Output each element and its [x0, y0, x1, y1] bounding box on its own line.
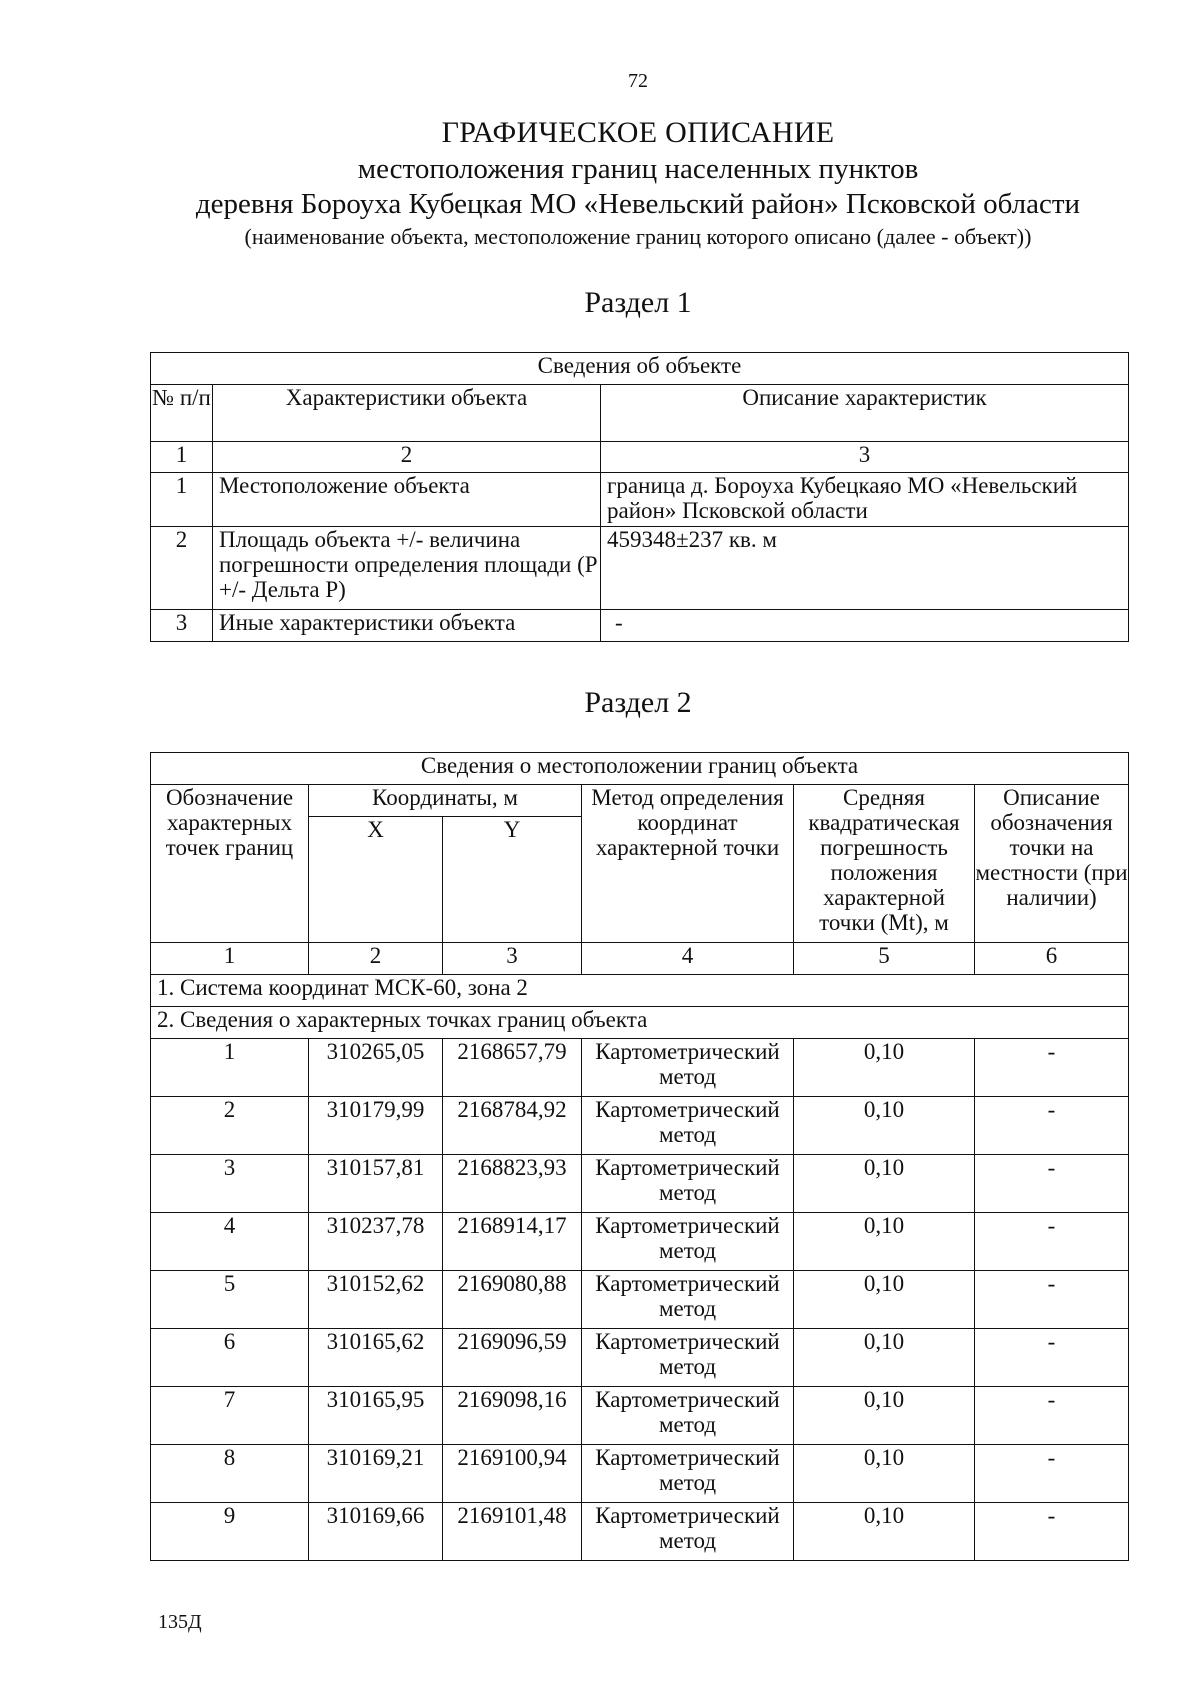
point-description: -: [975, 1039, 1129, 1097]
point-id: 9: [151, 1503, 309, 1561]
table-numbering-row: [151, 442, 1129, 473]
point-id: 8: [151, 1445, 309, 1503]
point-y: 2169100,94: [443, 1445, 582, 1503]
point-id: 2: [151, 1097, 309, 1155]
column-number: 2: [309, 943, 443, 975]
point-method: Картометрический метод: [582, 1445, 794, 1503]
page-number: 72: [628, 70, 648, 92]
point-y: 2168823,93: [443, 1155, 582, 1213]
point-description: -: [975, 1271, 1129, 1329]
point-id: 6: [151, 1329, 309, 1387]
point-description: -: [975, 1329, 1129, 1387]
object-name: деревня Бороуха Кубецкая МО «Невельский район» Псковской области: [195, 188, 1081, 220]
column-number: 3: [601, 442, 1129, 473]
table-header-row: [151, 785, 1129, 817]
point-y: 2169080,88: [443, 1271, 582, 1329]
point-id: 5: [151, 1271, 309, 1329]
header-y: Y: [443, 817, 582, 943]
table-row: [151, 1213, 1129, 1271]
header-characteristic: Характеристики объекта: [213, 385, 601, 442]
row-description: 459348±237 кв. м: [601, 527, 1129, 610]
table-row: [151, 610, 1129, 642]
header-coords: Координаты, м: [309, 785, 582, 817]
point-method: Картометрический метод: [582, 1097, 794, 1155]
point-id: 7: [151, 1387, 309, 1445]
point-x: 310237,78: [309, 1213, 443, 1271]
section1-title: Раздел 1: [584, 286, 692, 319]
document-subtitle: местоположения границ населенных пунктов: [357, 153, 919, 185]
point-x: 310165,62: [309, 1329, 443, 1387]
column-number: 5: [794, 943, 975, 975]
point-id: 1: [151, 1039, 309, 1097]
points-caption: 2. Сведения о характерных точках границ объекта: [151, 1007, 1129, 1039]
row-num: 1: [151, 473, 213, 527]
point-y: 2169096,59: [443, 1329, 582, 1387]
table-row: [151, 473, 1129, 527]
point-description: -: [975, 1445, 1129, 1503]
point-id: 3: [151, 1155, 309, 1213]
table-row: [151, 1445, 1129, 1503]
coord-system: 1. Система координат МСК-60, зона 2: [151, 975, 1129, 1007]
column-number: 4: [582, 943, 794, 975]
point-x: 310179,99: [309, 1097, 443, 1155]
table-row: [151, 1039, 1129, 1097]
header-num: № п/п: [151, 385, 213, 442]
point-y: 2168784,92: [443, 1097, 582, 1155]
points-body: [151, 1039, 1129, 1561]
header-description: Описание характеристик: [601, 385, 1129, 442]
point-description: -: [975, 1387, 1129, 1445]
row-description: -: [601, 610, 1129, 642]
row-characteristic: Иные характеристики объекта: [213, 610, 601, 642]
table-header-row: [151, 385, 1129, 442]
point-description: -: [975, 1213, 1129, 1271]
points-caption-row: [151, 1007, 1129, 1039]
section2-title: Раздел 2: [584, 686, 692, 719]
table-row: [151, 1155, 1129, 1213]
point-y: 2169101,48: [443, 1503, 582, 1561]
point-method: Картометрический метод: [582, 1271, 794, 1329]
point-method: Картометрический метод: [582, 1387, 794, 1445]
table-caption: Сведения об объекте: [151, 353, 1129, 385]
row-description: граница д. Бороуха Кубецкаяо МО «Невельский район» Псковской области: [601, 473, 1129, 527]
row-num: 3: [151, 610, 213, 642]
table-row: [151, 1271, 1129, 1329]
point-error: 0,10: [794, 1213, 975, 1271]
column-number: 1: [151, 442, 213, 473]
table-caption: Сведения о местоположении границ объекта: [151, 753, 1129, 785]
column-number: 1: [151, 943, 309, 975]
point-x: 310265,05: [309, 1039, 443, 1097]
table-row: [151, 1387, 1129, 1445]
point-x: 310169,66: [309, 1503, 443, 1561]
point-y: 2169098,16: [443, 1387, 582, 1445]
header-point: Обозначение характерных точек границ: [151, 785, 309, 943]
header-error: Средняя квадратическая погрешность положения характерной точки (Mt), м: [794, 785, 975, 943]
point-error: 0,10: [794, 1097, 975, 1155]
point-error: 0,10: [794, 1039, 975, 1097]
column-number: 6: [975, 943, 1129, 975]
point-error: 0,10: [794, 1503, 975, 1561]
header-method: Метод определения координат характерной точки: [582, 785, 794, 943]
point-error: 0,10: [794, 1445, 975, 1503]
point-y: 2168914,17: [443, 1213, 582, 1271]
object-info-table: [150, 352, 1129, 642]
column-number: 2: [213, 442, 601, 473]
boundary-points-table: [150, 752, 1129, 1561]
point-y: 2168657,79: [443, 1039, 582, 1097]
document-title: ГРАФИЧЕСКОЕ ОПИСАНИЕ: [441, 116, 835, 149]
point-description: -: [975, 1503, 1129, 1561]
point-method: Картометрический метод: [582, 1503, 794, 1561]
point-error: 0,10: [794, 1387, 975, 1445]
point-error: 0,10: [794, 1155, 975, 1213]
table-row: [151, 1097, 1129, 1155]
header-point-description: Описание обозначения точки на местности (при наличии): [975, 785, 1129, 943]
header-x: X: [309, 817, 443, 943]
point-description: -: [975, 1097, 1129, 1155]
table-row: [151, 1503, 1129, 1561]
point-method: Картометрический метод: [582, 1213, 794, 1271]
row-characteristic: Площадь объекта +/- величина погрешности определения площади (Р +/- Дельта Р): [213, 527, 601, 610]
object-name-caption: (наименование объекта, местоположение границ которого описано (далее - объект)): [244, 224, 1032, 249]
point-x: 310152,62: [309, 1271, 443, 1329]
point-x: 310165,95: [309, 1387, 443, 1445]
point-id: 4: [151, 1213, 309, 1271]
document-code: 135Д: [158, 1611, 202, 1633]
table-row: [151, 1329, 1129, 1387]
point-error: 0,10: [794, 1329, 975, 1387]
table-numbering-row: [151, 943, 1129, 975]
point-error: 0,10: [794, 1271, 975, 1329]
coord-system-row: [151, 975, 1129, 1007]
table-row: [151, 527, 1129, 610]
point-x: 310157,81: [309, 1155, 443, 1213]
row-num: 2: [151, 527, 213, 610]
point-method: Картометрический метод: [582, 1039, 794, 1097]
point-x: 310169,21: [309, 1445, 443, 1503]
row-characteristic: Местоположение объекта: [213, 473, 601, 527]
table-caption-row: [151, 353, 1129, 385]
point-method: Картометрический метод: [582, 1329, 794, 1387]
point-description: -: [975, 1155, 1129, 1213]
point-method: Картометрический метод: [582, 1155, 794, 1213]
column-number: 3: [443, 943, 582, 975]
table-caption-row: [151, 753, 1129, 785]
